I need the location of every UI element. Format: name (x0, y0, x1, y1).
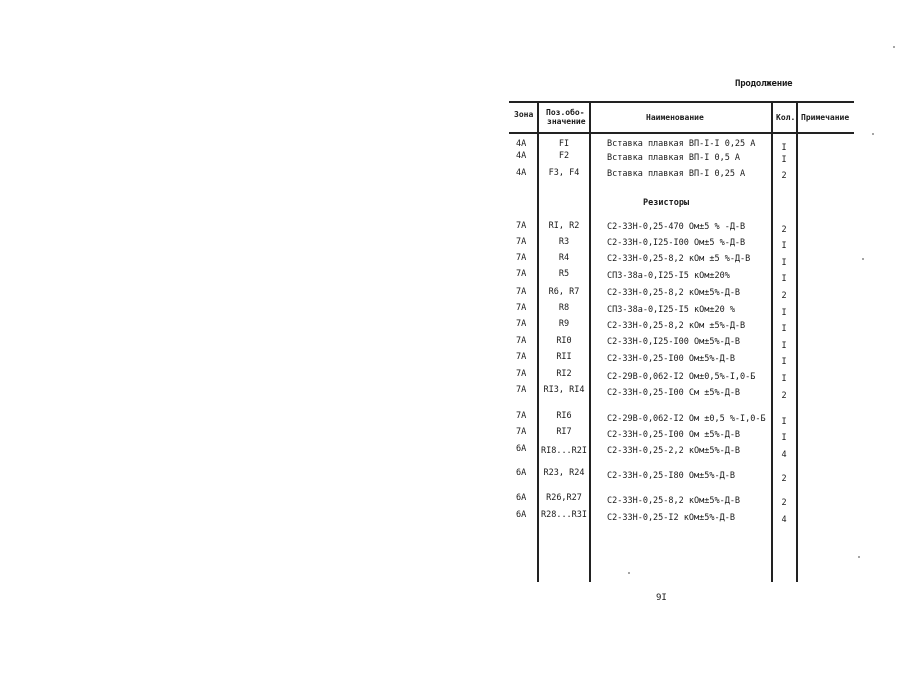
table-row-name: С2-33Н-0,25-2,2 кОм±5%-Д-В (607, 446, 741, 456)
table-row-position: FI (558, 139, 570, 149)
table-row-name: СП3-38а-0,I25-I5 кОм±20% (607, 271, 730, 281)
table-row-quantity: I (781, 143, 787, 153)
table-row-quantity: I (781, 341, 787, 351)
scan-speck (872, 133, 874, 135)
table-row-position: F2 (558, 151, 570, 161)
table-row-name: С2-33Н-0,25-8,2 кОм ±5 %-Д-В (607, 254, 751, 264)
table-row-name: СП3-38а-0,I25-I5 кОм±20 % (607, 305, 735, 315)
table-top-border (509, 101, 854, 103)
scan-speck (858, 556, 860, 558)
header-note: Примечание (801, 113, 850, 122)
table-row-quantity: I (781, 274, 787, 284)
table-row-position: R3 (558, 237, 570, 247)
table-row-quantity: 4 (781, 515, 787, 525)
table-row-quantity: I (781, 241, 787, 251)
table-row-name: С2-33Н-0,25-I00 Ом ±5%-Д-В (607, 430, 741, 440)
table-row-quantity: 2 (781, 474, 787, 484)
table-row-zone: 6А (516, 444, 527, 454)
table-row-position: RI2 (556, 369, 572, 379)
table-row-position: R4 (558, 253, 570, 263)
table-row-zone: 6А (516, 468, 527, 478)
header-bottom-border (509, 132, 854, 134)
scan-speck (628, 572, 630, 574)
page-number: 9I (656, 593, 667, 603)
table-row-position: RI3, RI4 (543, 385, 585, 395)
table-row-zone: 4А (516, 168, 527, 178)
table-row-zone: 7А (516, 369, 527, 379)
table-row-position: RI7 (556, 427, 572, 437)
table-row-zone: 6А (516, 510, 527, 520)
table-row-position: RII (556, 352, 572, 362)
table-row-quantity: I (781, 324, 787, 334)
table-row-position: R6, R7 (548, 287, 580, 297)
column-divider-zone (537, 102, 539, 582)
table-row-position: R5 (558, 269, 570, 279)
table-row-quantity: I (781, 308, 787, 318)
table-row-name: С2-33Н-0,25-I80 Ом±5%-Д-В (607, 471, 735, 481)
table-row-position: R8 (558, 303, 570, 313)
table-row-quantity: I (781, 374, 787, 384)
table-row-quantity: I (781, 258, 787, 268)
header-quantity: Кол. (776, 113, 796, 122)
table-row-position: R26,R27 (546, 493, 582, 503)
table-row-position: RI6 (556, 411, 572, 421)
table-row-zone: 4А (516, 139, 527, 149)
continuation-label: Продолжение (735, 79, 793, 89)
table-row-name: Вставка плавкая ВП-I 0,5 А (607, 153, 741, 163)
table-row-name: С2-33Н-0,25-470 Ом±5 % -Д-В (607, 222, 746, 232)
table-row-zone: 7А (516, 253, 527, 263)
table-row-position: R23, R24 (543, 468, 585, 478)
table-row-quantity: I (781, 417, 787, 427)
table-row-zone: 7А (516, 385, 527, 395)
table-row-zone: 7А (516, 287, 527, 297)
section-heading-resistors: Резисторы (643, 198, 690, 208)
table-row-zone: 7А (516, 269, 527, 279)
header-zone: Зона (514, 110, 534, 119)
table-row-quantity: 2 (781, 171, 787, 181)
table-row-name: С2-33Н-0,25-I00 См ±5%-Д-В (607, 388, 741, 398)
table-row-name: С2-33Н-0,I25-I00 Ом±5 %-Д-В (607, 238, 746, 248)
table-row-position: RI, R2 (548, 221, 580, 231)
table-row-name: С2-29В-0,062-I2 Ом ±0,5 %-I,0-Б (607, 414, 766, 424)
table-row-zone: 7А (516, 221, 527, 231)
table-row-quantity: 4 (781, 450, 787, 460)
table-row-name: С2-33Н-0,25-8,2 кОм±5%-Д-В (607, 288, 741, 298)
table-row-name: Вставка плавкая ВП-I-I 0,25 А (607, 139, 756, 149)
table-row-quantity: 2 (781, 291, 787, 301)
table-row-quantity: 2 (781, 498, 787, 508)
table-row-position: R9 (558, 319, 570, 329)
table-row-zone: 4А (516, 151, 527, 161)
table-row-position: RI8...R2I (540, 446, 588, 456)
table-row-position: R28...R3I (540, 510, 588, 520)
table-row-name: С2-33Н-0,25-8,2 кОм±5%-Д-В (607, 496, 741, 506)
table-row-name: С2-33Н-0,I25-I00 Ом±5%-Д-В (607, 337, 741, 347)
table-row-name: Вставка плавкая ВП-I 0,25 А (607, 169, 746, 179)
header-name: Наименование (646, 113, 704, 122)
table-row-position: RI0 (556, 336, 572, 346)
table-row-quantity: I (781, 357, 787, 367)
column-divider-position (589, 102, 591, 582)
header-position-line2: значение (547, 117, 586, 126)
table-row-quantity: 2 (781, 225, 787, 235)
table-row-zone: 7А (516, 411, 527, 421)
table-row-name: С2-33Н-0,25-I00 Ом±5%-Д-В (607, 354, 735, 364)
table-row-zone: 7А (516, 303, 527, 313)
column-divider-quantity (796, 102, 798, 582)
table-row-zone: 6А (516, 493, 527, 503)
table-row-name: С2-29В-0,062-I2 Ом±0,5%-I,0-Б (607, 372, 756, 382)
header-position-line1: Поз.обо- (546, 108, 585, 117)
table-row-name: С2-33Н-0,25-I2 кОм±5%-Д-В (607, 513, 735, 523)
scan-speck (893, 46, 895, 48)
table-row-zone: 7А (516, 319, 527, 329)
table-row-quantity: I (781, 433, 787, 443)
table-row-zone: 7А (516, 427, 527, 437)
column-divider-name (771, 102, 773, 582)
table-row-zone: 7А (516, 352, 527, 362)
table-row-position: F3, F4 (548, 168, 580, 178)
scan-speck (862, 258, 864, 260)
table-row-quantity: 2 (781, 391, 787, 401)
table-row-name: С2-33Н-0,25-8,2 кОм ±5%-Д-В (607, 321, 746, 331)
table-row-zone: 7А (516, 336, 527, 346)
table-row-quantity: I (781, 155, 787, 165)
table-row-zone: 7А (516, 237, 527, 247)
